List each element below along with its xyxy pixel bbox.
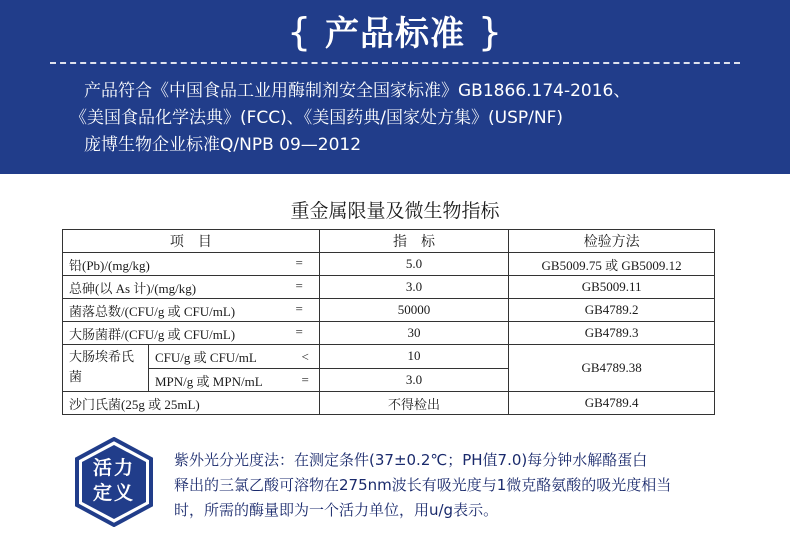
row-item-cell [63,299,320,322]
table-header-row [63,230,715,253]
ecoli-method: GB4789.38 [509,345,715,392]
header-value: 指 标 [319,230,508,253]
ecoli-op: = [301,372,309,387]
header-item: 项 目 [63,230,320,253]
table-title: 重金属限量及微生物指标 [290,201,500,222]
header-method: 检验方法 [509,230,715,253]
table-row [63,276,715,299]
row-method: GB4789.2 [509,299,715,322]
ecoli-name: 大肠埃希氏菌 [63,345,149,391]
table-row-ecoli-1 [63,345,715,369]
row-item: 大肠菌群/(CFU/g 或 CFU/mL) [69,326,236,342]
row-value: 3.0 [319,276,508,299]
definition-line-2: 释出的三氯乙酸可溶物在275nm波长有吸光度与1微克酪氨酸的吸光度相当 [174,476,672,494]
badge-line-1: 活力 [92,457,135,479]
brace-left: { [286,10,313,54]
table-row [63,299,715,322]
badge-line-2: 定义 [92,482,135,504]
ecoli-unit: CFU/g 或 CFU/mL [155,350,257,365]
row-op: = [295,277,303,293]
definition-text [174,448,734,523]
row-value: 不得检出 [319,392,508,415]
ecoli-unit-row [149,345,319,368]
table-row [63,253,715,276]
row-value: 30 [319,322,508,345]
row-value: 50000 [319,299,508,322]
row-op: = [295,300,303,316]
page-title [0,8,790,58]
standard-line-1: 产品符合《中国食品工业用酶制剂安全国家标准》GB1866.174-2016、 [84,81,631,101]
row-method: GB4789.3 [509,322,715,345]
table-row [63,322,715,345]
row-method: GB4789.4 [509,392,715,415]
table-row [63,392,715,415]
ecoli-value: 3.0 [319,368,508,392]
row-item: 铅(Pb)/(mg/kg) [69,257,150,273]
row-item: 菌落总数/(CFU/g 或 CFU/mL) [69,303,236,319]
row-item: 沙门氏菌(25g 或 25mL) [63,392,320,415]
definition-line-3: 时，所需的酶量即为一个活力单位，用u/g表示。 [174,501,499,519]
row-value: 5.0 [319,253,508,276]
definition-line-1: 紫外光分光度法：在测定条件(37±0.2℃；PH值7.0)每分钟水解酪蛋白 [174,451,648,469]
ecoli-value: 10 [319,345,508,369]
dashed-divider [50,62,740,64]
row-method: GB5009.75 或 GB5009.12 [509,253,715,276]
ecoli-op: < [301,348,309,364]
ecoli-unit-row [149,368,319,391]
row-method: GB5009.11 [509,276,715,299]
spec-table [62,229,715,415]
row-item-cell [63,322,320,345]
ecoli-unit: MPN/g 或 MPN/mL [155,373,263,389]
title-text: 产品标准 [325,14,465,54]
row-op: = [295,323,303,339]
row-item: 总砷(以 As 计)/(mg/kg) [69,280,197,296]
badge-label [74,456,154,506]
standard-line-3: 庞博生物企业标准Q/NPB 09—2012 [84,135,362,155]
header-band [0,0,790,174]
row-item-cell [63,253,320,276]
row-op: = [295,254,303,270]
brace-right: } [477,10,504,54]
row-item-cell [63,276,320,299]
standard-line-2: 《美国食品化学法典》(FCC)、《美国药典/国家处方集》(USP/NF) [70,108,563,128]
ecoli-item-cell [63,345,320,392]
